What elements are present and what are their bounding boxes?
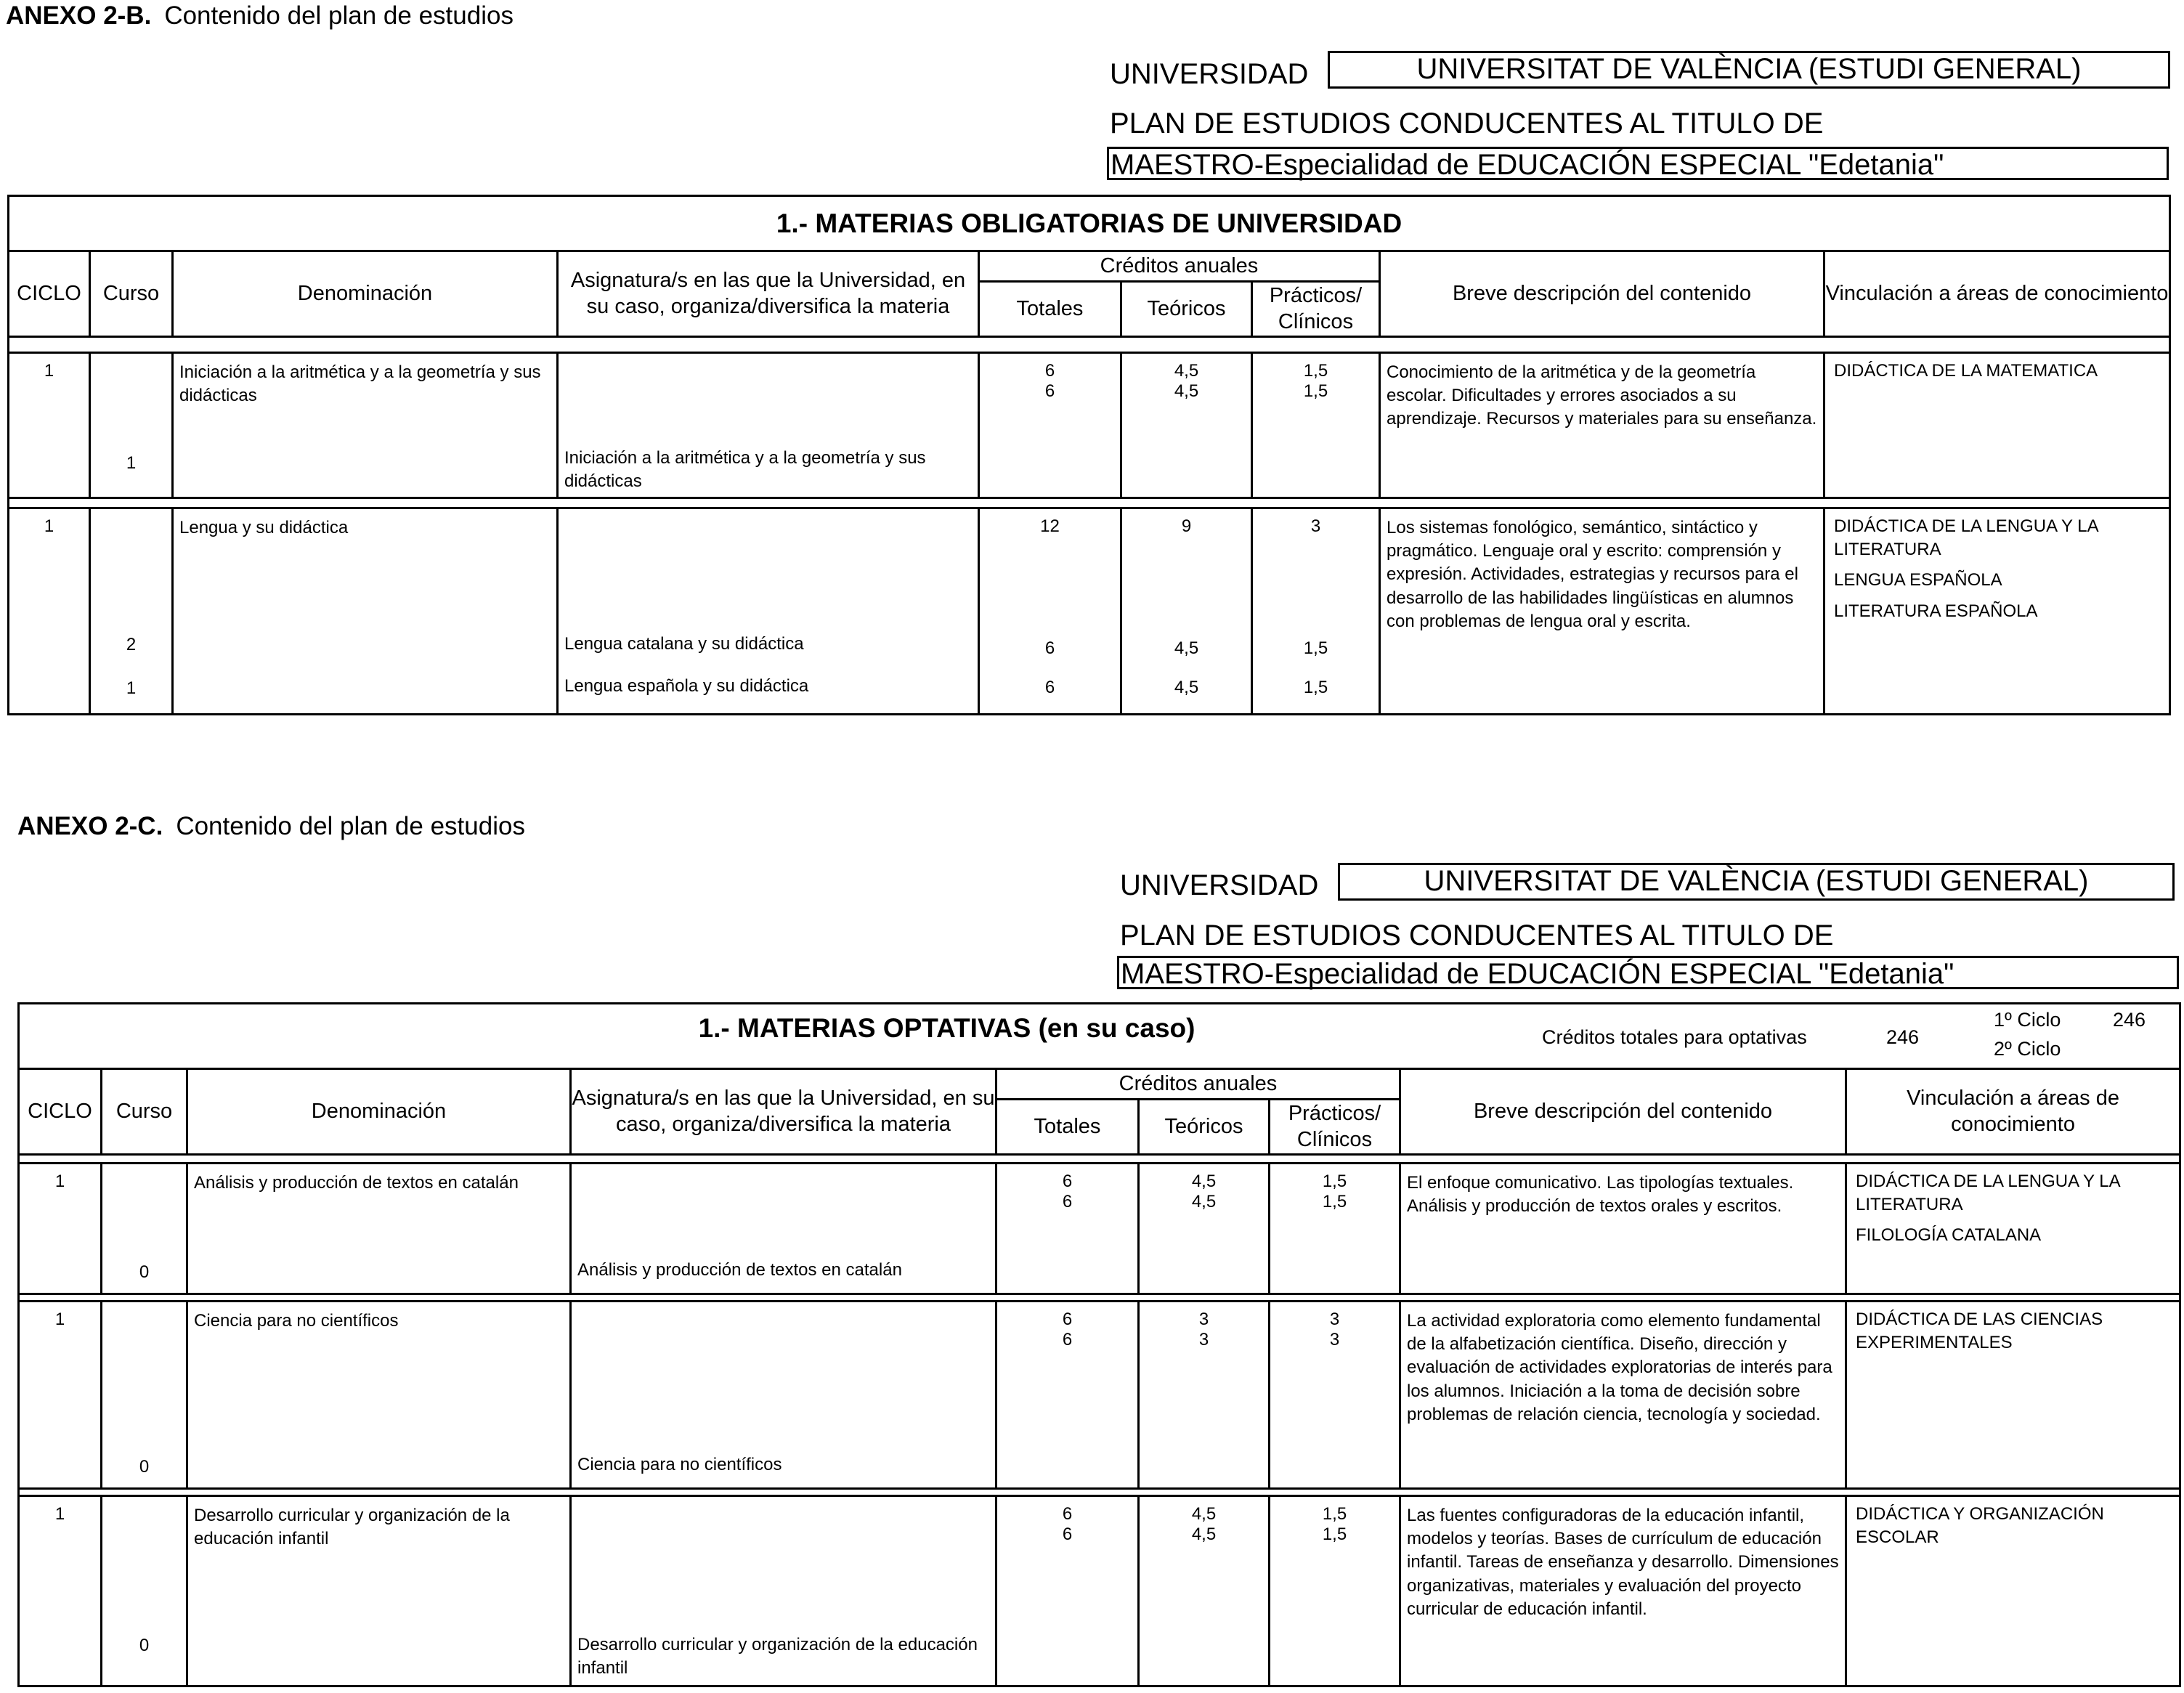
totales-value: 6 bbox=[1062, 1309, 1073, 1329]
practicos-value: 3 bbox=[1329, 1309, 1340, 1329]
asignatura-value: Lengua catalana y su didáctica bbox=[564, 633, 804, 654]
vinculacion-area: DIDÁCTICA DE LA LENGUA Y LA LITERATURA bbox=[1856, 1171, 2120, 1214]
denominacion-cell: Iniciación a la aritmética y a la geometría y sus didácticas bbox=[173, 352, 558, 498]
plan-label: PLAN DE ESTUDIOS CONDUCENTES AL TITULO DE bbox=[1120, 919, 1834, 951]
anexo-c-heading bbox=[17, 812, 525, 841]
practicos-value: 1,5 bbox=[1303, 360, 1328, 381]
practicos-value: 1,5 bbox=[1322, 1503, 1347, 1524]
anexo-c-label: ANEXO 2-C. bbox=[17, 812, 163, 840]
teoricos-sub-value: 4,5 bbox=[1174, 677, 1199, 697]
vinculacion-cell bbox=[1824, 352, 2170, 498]
practicos-sub-value: 1,5 bbox=[1322, 1524, 1347, 1544]
header-practicos: Prácticos/ Clínicos bbox=[1252, 282, 1380, 337]
header-ciclo: CICLO bbox=[19, 1069, 102, 1155]
curso-value: 1 bbox=[126, 678, 137, 698]
header-asignatura: Asignatura/s en las que la Universidad, en su caso, organiza/diversifica la materia bbox=[571, 1069, 996, 1155]
totales-value: 6 bbox=[1044, 360, 1055, 381]
table-row bbox=[9, 352, 2170, 498]
practicos-sub-value: 1,5 bbox=[1303, 381, 1328, 401]
header-descripcion: Breve descripción del contenido bbox=[1400, 1069, 1846, 1155]
anexo-c-subtitle: Contenido del plan de estudios bbox=[176, 812, 525, 840]
descripcion-cell: El enfoque comunicativo. Las tipologías textuales. Análisis y producción de textos orales y escritos. bbox=[1400, 1163, 1846, 1294]
totales-cell bbox=[996, 1495, 1139, 1686]
titulo-value: MAESTRO-Especialidad de EDUCACIÓN ESPECIAL "Edetania" bbox=[1107, 147, 2169, 180]
totales-cell bbox=[996, 1163, 1139, 1294]
vinculacion-cell bbox=[1824, 508, 2170, 714]
descripcion-cell: Las fuentes configuradoras de la educación infantil, modelos y teorías. Bases de currículum de educación infantil. Tareas de enseñanza y desarrollo. Dimensiones organizativas, materiales y evaluación del proyecto curricular de educación infantil. bbox=[1400, 1495, 1846, 1686]
universidad-label: UNIVERSIDAD bbox=[1120, 869, 1319, 901]
plan-label: PLAN DE ESTUDIOS CONDUCENTES AL TITULO DE bbox=[1110, 107, 1824, 139]
header-curso: Curso bbox=[102, 1069, 187, 1155]
teoricos-value: 4,5 bbox=[1191, 1503, 1217, 1524]
totales-cell bbox=[979, 508, 1121, 714]
vinculacion-area: LENGUA ESPAÑOLA bbox=[1834, 570, 2002, 590]
vinculacion-cell bbox=[1846, 1495, 2180, 1686]
anexo-b-heading bbox=[6, 1, 513, 31]
practicos-sub-value: 3 bbox=[1329, 1329, 1340, 1349]
teoricos-value: 4,5 bbox=[1191, 1171, 1217, 1191]
teoricos-cell bbox=[1121, 352, 1252, 498]
curso-cell: 1 bbox=[90, 352, 173, 498]
header-totales: Totales bbox=[979, 282, 1121, 337]
practicos-sub-value: 1,5 bbox=[1322, 1191, 1347, 1211]
totales-value: 12 bbox=[1040, 516, 1060, 536]
section-title: 1.- MATERIAS OBLIGATORIAS DE UNIVERSIDAD bbox=[9, 196, 2170, 251]
table-row bbox=[9, 508, 2170, 714]
teoricos-value: 9 bbox=[1181, 516, 1192, 536]
vinculacion-cell bbox=[1846, 1301, 2180, 1488]
teoricos-sub-value: 4,5 bbox=[1174, 638, 1199, 658]
table-row bbox=[19, 1163, 2180, 1294]
vinculacion-cell bbox=[1846, 1163, 2180, 1294]
obligatorias-table bbox=[7, 195, 2171, 715]
curso-cell: 0 bbox=[102, 1495, 187, 1686]
vinculacion-area: DIDÁCTICA Y ORGANIZACIÓN ESCOLAR bbox=[1856, 1503, 2104, 1547]
header-totales: Totales bbox=[996, 1100, 1139, 1155]
asignatura-cell: Análisis y producción de textos en catalán bbox=[571, 1163, 996, 1294]
header-creditos: Créditos anuales bbox=[979, 251, 1380, 282]
ciclo-cell: 1 bbox=[19, 1495, 102, 1686]
denominacion-cell: Ciencia para no científicos bbox=[187, 1301, 571, 1488]
totales-sub-value: 6 bbox=[1044, 381, 1055, 401]
curso-cell: 0 bbox=[102, 1163, 187, 1294]
totales-sub-value: 6 bbox=[1044, 638, 1055, 658]
table-row bbox=[19, 1495, 2180, 1686]
teoricos-cell bbox=[1121, 508, 1252, 714]
teoricos-sub-value: 4,5 bbox=[1191, 1524, 1217, 1544]
totales-sub-value: 6 bbox=[1062, 1191, 1073, 1211]
header-denominacion: Denominación bbox=[173, 251, 558, 337]
totales-value: 6 bbox=[1062, 1503, 1073, 1524]
curso-value: 2 bbox=[126, 634, 137, 654]
vinculacion-area: FILOLOGÍA CATALANA bbox=[1856, 1225, 2042, 1246]
practicos-sub-value: 1,5 bbox=[1303, 677, 1328, 697]
asignatura-cell: Iniciación a la aritmética y a la geometría y sus didácticas bbox=[558, 352, 979, 498]
ciclo1-label: 1º Ciclo bbox=[1994, 1009, 2061, 1031]
practicos-sub-value: 1,5 bbox=[1303, 638, 1328, 658]
ciclo-cell: 1 bbox=[9, 352, 90, 498]
header-descripcion: Breve descripción del contenido bbox=[1380, 251, 1824, 337]
asignatura-cell: Ciencia para no científicos bbox=[571, 1301, 996, 1488]
teoricos-cell bbox=[1139, 1163, 1270, 1294]
teoricos-cell bbox=[1139, 1301, 1270, 1488]
practicos-cell bbox=[1252, 352, 1380, 498]
totales-sub-value: 6 bbox=[1062, 1524, 1073, 1544]
header-teoricos: Teóricos bbox=[1121, 282, 1252, 337]
vinculacion-area: DIDÁCTICA DE LA LENGUA Y LA LITERATURA bbox=[1834, 516, 2098, 559]
curso-cell: 0 bbox=[102, 1301, 187, 1488]
practicos-cell bbox=[1252, 508, 1380, 714]
titulo-value: MAESTRO-Especialidad de EDUCACIÓN ESPECIAL "Edetania" bbox=[1117, 956, 2179, 989]
header-asignatura: Asignatura/s en las que la Universidad, en su caso, organiza/diversifica la materia bbox=[558, 251, 979, 337]
descripcion-cell: Conocimiento de la aritmética y de la geometría escolar. Dificultades y errores asociados a su aprendizaje. Recursos y materiales para su enseñanza. bbox=[1380, 352, 1824, 498]
denominacion-cell: Lengua y su didáctica bbox=[173, 508, 558, 714]
vinculacion-area: LITERATURA ESPAÑOLA bbox=[1834, 601, 2038, 621]
curso-cell bbox=[90, 508, 173, 714]
table-row bbox=[19, 1301, 2180, 1488]
creditos-totales-label: Créditos totales para optativas bbox=[1542, 1026, 1807, 1048]
teoricos-cell bbox=[1139, 1495, 1270, 1686]
header-creditos: Créditos anuales bbox=[996, 1069, 1400, 1100]
teoricos-sub-value: 3 bbox=[1198, 1329, 1209, 1349]
practicos-value: 1,5 bbox=[1322, 1171, 1347, 1191]
vinculacion-area: DIDÁCTICA DE LAS CIENCIAS EXPERIMENTALES bbox=[1856, 1309, 2103, 1352]
totales-cell bbox=[979, 352, 1121, 498]
teoricos-value: 3 bbox=[1198, 1309, 1209, 1329]
optativas-table bbox=[17, 1002, 2181, 1687]
practicos-cell bbox=[1270, 1163, 1400, 1294]
asignatura-cell bbox=[558, 508, 979, 714]
teoricos-value: 4,5 bbox=[1174, 360, 1199, 381]
ciclo1-value: 246 bbox=[2113, 1009, 2146, 1031]
anexo-b-subtitle: Contenido del plan de estudios bbox=[164, 1, 513, 30]
teoricos-sub-value: 4,5 bbox=[1174, 381, 1199, 401]
totales-sub-value: 6 bbox=[1044, 677, 1055, 697]
ciclo-cell: 1 bbox=[19, 1301, 102, 1488]
universidad-value: UNIVERSITAT DE VALÈNCIA (ESTUDI GENERAL) bbox=[1328, 51, 2170, 89]
totales-sub-value: 6 bbox=[1062, 1329, 1073, 1349]
header-practicos: Prácticos/ Clínicos bbox=[1270, 1100, 1400, 1155]
header-curso: Curso bbox=[90, 251, 173, 337]
denominacion-cell: Desarrollo curricular y organización de la educación infantil bbox=[187, 1495, 571, 1686]
ciclo2-label: 2º Ciclo bbox=[1994, 1038, 2061, 1060]
section-title: 1.- MATERIAS OPTATIVAS (en su caso) bbox=[698, 1013, 1195, 1043]
totales-value: 6 bbox=[1062, 1171, 1073, 1191]
universidad-label: UNIVERSIDAD bbox=[1110, 58, 1309, 90]
creditos-totales-value: 246 bbox=[1886, 1026, 1920, 1048]
header-ciclo: CICLO bbox=[9, 251, 90, 337]
denominacion-cell: Análisis y producción de textos en catalán bbox=[187, 1163, 571, 1294]
teoricos-sub-value: 4,5 bbox=[1191, 1191, 1217, 1211]
ciclo-cell: 1 bbox=[9, 508, 90, 714]
asignatura-value: Lengua española y su didáctica bbox=[564, 676, 809, 697]
anexo-b-label: ANEXO 2-B. bbox=[6, 1, 152, 30]
universidad-value: UNIVERSITAT DE VALÈNCIA (ESTUDI GENERAL) bbox=[1338, 863, 2175, 901]
section-title-row bbox=[19, 1004, 2180, 1069]
descripcion-cell: Los sistemas fonológico, semántico, sintáctico y pragmático. Lenguaje oral y escrito: comprensión y expresión. Actividades, estrategias y recursos para el desarrollo de las habilidades lingüísticas en alumnos con problemas de lengua oral y escrita. bbox=[1380, 508, 1824, 714]
header-vinculacion: Vinculación a áreas de conocimiento bbox=[1846, 1069, 2180, 1155]
header-teoricos: Teóricos bbox=[1139, 1100, 1270, 1155]
practicos-value: 3 bbox=[1310, 516, 1321, 536]
totales-cell bbox=[996, 1301, 1139, 1488]
practicos-cell bbox=[1270, 1495, 1400, 1686]
descripcion-cell: La actividad exploratoria como elemento fundamental de la alfabetización científica. Diseño, dirección y evaluación de actividades exploratorias de interés para los alumnos. Iniciación a la toma de decisión sobre problemas de relación ciencia, tecnología y sociedad. bbox=[1400, 1301, 1846, 1488]
header-vinculacion: Vinculación a áreas de conocimiento bbox=[1824, 251, 2170, 337]
practicos-cell bbox=[1270, 1301, 1400, 1488]
ciclo-cell: 1 bbox=[19, 1163, 102, 1294]
asignatura-cell: Desarrollo curricular y organización de la educación infantil bbox=[571, 1495, 996, 1686]
header-denominacion: Denominación bbox=[187, 1069, 571, 1155]
vinculacion-area: DIDÁCTICA DE LA MATEMATICA bbox=[1834, 360, 2098, 381]
